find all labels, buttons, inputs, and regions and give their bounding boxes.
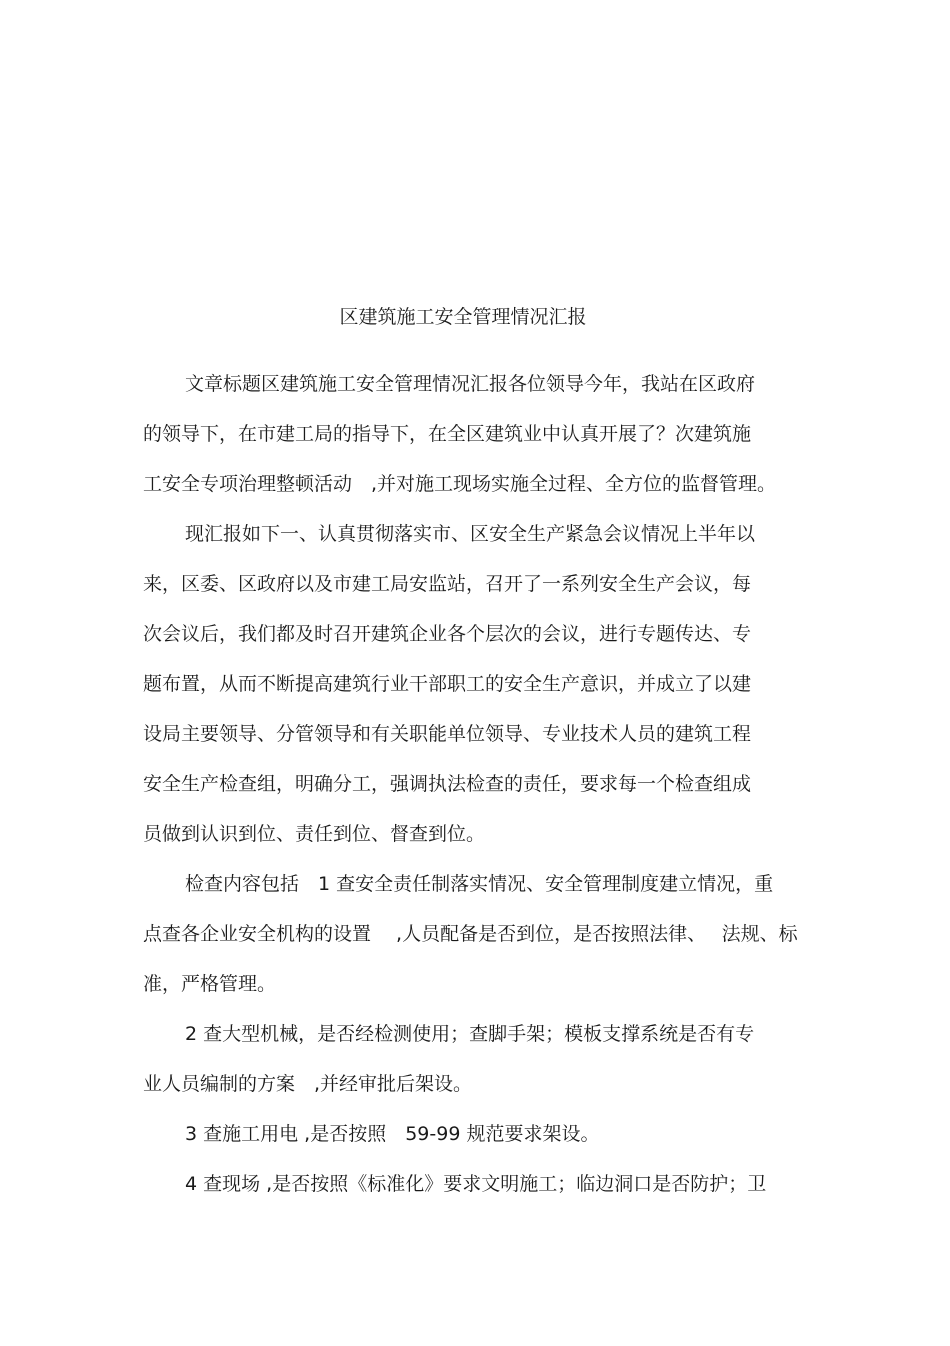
paragraph-line: 3 查施工用电 ,是否按照 59-99 规范要求架设。	[185, 1123, 600, 1145]
paragraph-line: 文章标题区建筑施工安全管理情况汇报各位领导今年，我站在区政府	[185, 373, 756, 395]
paragraph-line: 来，区委、区政府以及市建工局安监站，召开了一系列安全生产会议，每	[143, 573, 752, 595]
paragraph-line: 安全生产检查组，明确分工，强调执法检查的责任，要求每一个检查组成	[143, 773, 752, 795]
document-title: 区建筑施工安全管理情况汇报	[339, 306, 587, 328]
paragraph-line: 工安全专项治理整顿活动 ,并对施工现场实施全过程、全方位的监督管理。	[143, 473, 777, 495]
paragraph-line: 准，严格管理。	[143, 973, 277, 995]
paragraph-line: 检查内容包括 1 查安全责任制落实情况、安全管理制度建立情况，重	[185, 873, 774, 895]
paragraph-line: 员做到认识到位、责任到位、督查到位。	[143, 823, 486, 845]
paragraph-line: 的领导下，在市建工局的指导下，在全区建筑业中认真开展了？次建筑施	[143, 423, 752, 445]
paragraph-line: 设局主要领导、分管领导和有关职能单位领导、专业技术人员的建筑工程	[143, 723, 752, 745]
paragraph-line: 业人员编制的方案 ,并经审批后架设。	[143, 1073, 473, 1095]
paragraph-line: 题布置，从而不断提高建筑行业干部职工的安全生产意识，并成立了以建	[143, 673, 752, 695]
paragraph-line: 次会议后，我们都及时召开建筑企业各个层次的会议，进行专题传达、专	[143, 623, 752, 645]
paragraph-line: 4 查现场 ,是否按照《标准化》要求文明施工；临边洞口是否防护；卫	[185, 1173, 767, 1195]
paragraph-line: 点查各企业安全机构的设置 ,人员配备是否到位，是否按照法律、 法规、标	[143, 923, 798, 945]
paragraph-line: 2 查大型机械，是否经检测使用；查脚手架；模板支撑系统是否有专	[185, 1023, 755, 1045]
paragraph-line: 现汇报如下一、认真贯彻落实市、区安全生产紧急会议情况上半年以	[185, 523, 756, 545]
